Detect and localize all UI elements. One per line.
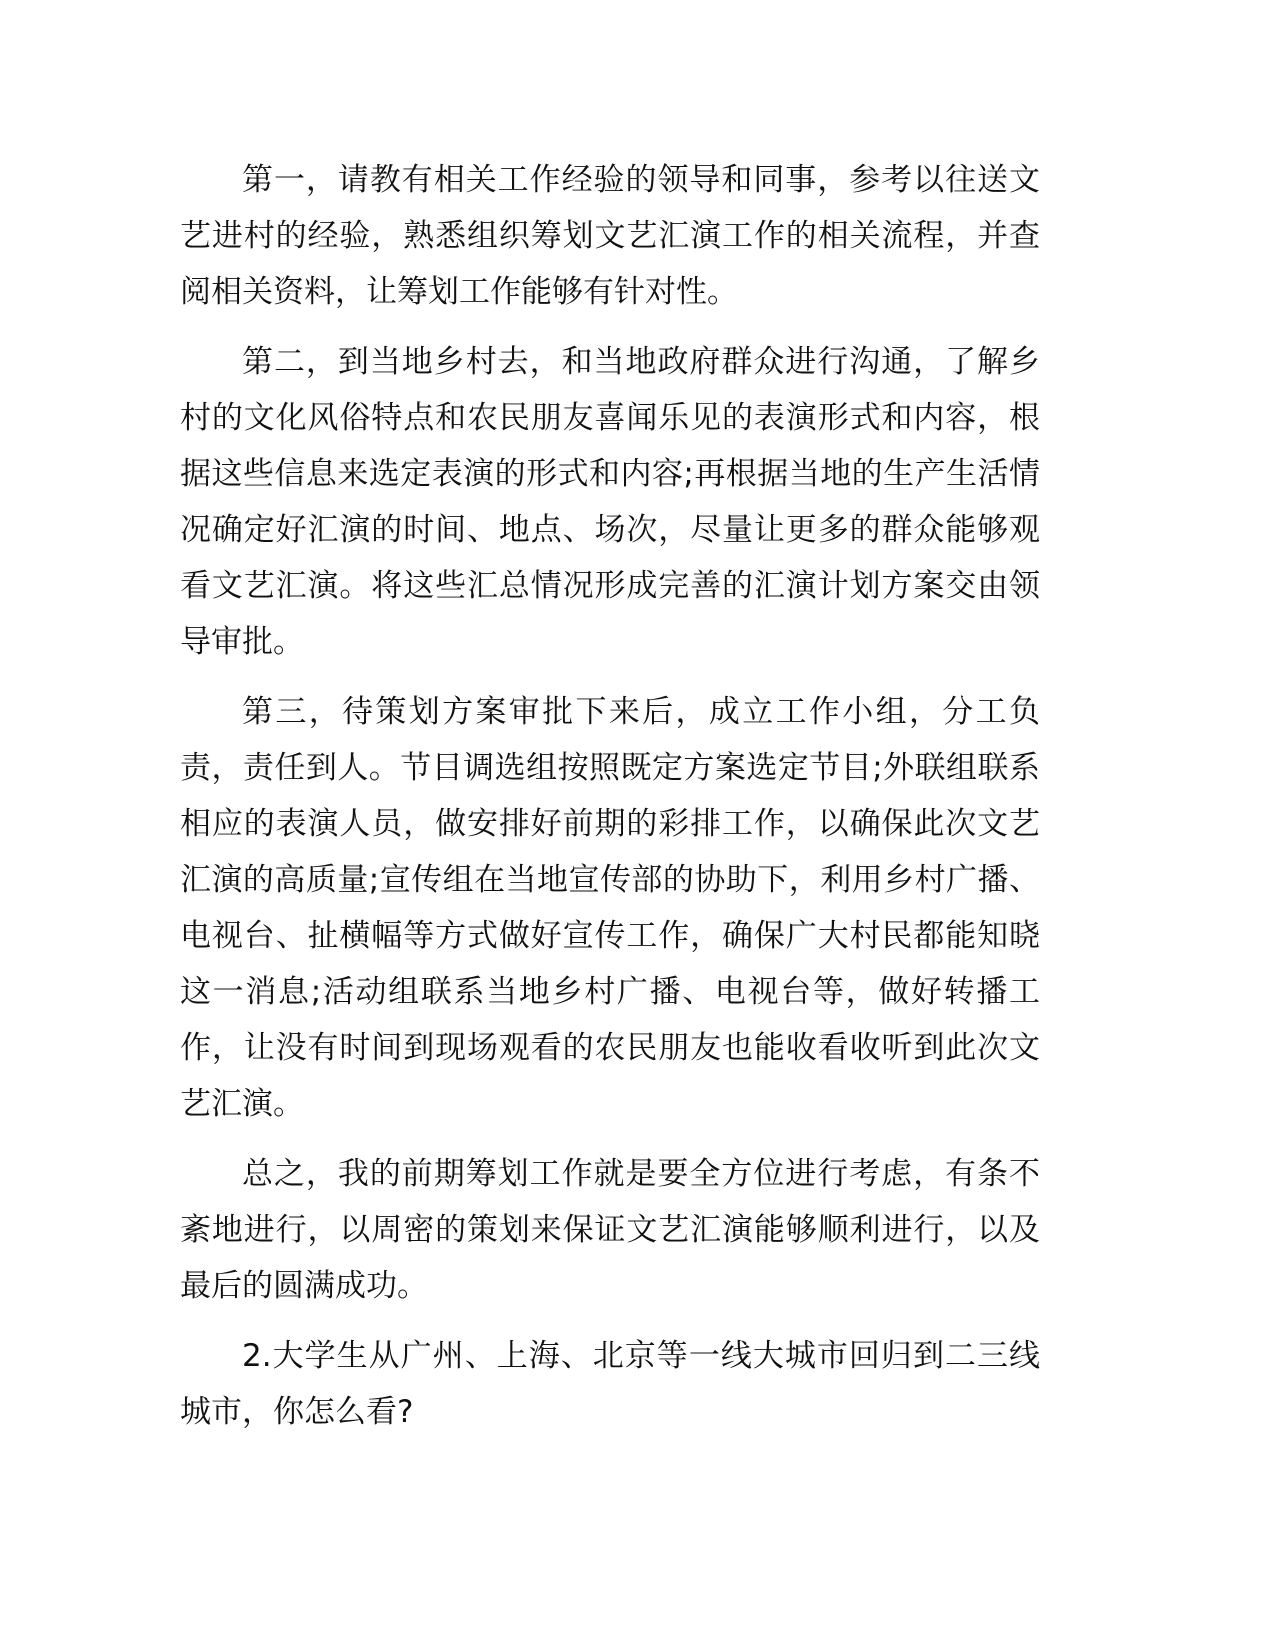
- question-heading: 2.大学生从广州、上海、北京等一线大城市回归到二三线城市，你怎么看?: [180, 1338, 1040, 1430]
- paragraph-summary: 总之，我的前期筹划工作就是要全方位进行考虑，有条不紊地进行，以周密的策划来保证文艺汇演能够顺利进行，以及最后的圆满成功。: [180, 1156, 1040, 1304]
- paragraph-second: 第二，到当地乡村去，和当地政府群众进行沟通，了解乡村的文化风俗特点和农民朋友喜闻乐见的表演形式和内容，根据这些信息来选定表演的形式和内容;再根据当地的生产生活情况确定好汇演的时间、地点、场次，尽量让更多的群众能够观看文艺汇演。将这些汇总情况形成完善的汇演计划方案交由领导审批。: [180, 344, 1040, 660]
- paragraph-third: 第三，待策划方案审批下来后，成立工作小组，分工负责，责任到人。节目调选组按照既定方案选定节目;外联组联系相应的表演人员，做安排好前期的彩排工作，以确保此次文艺汇演的高质量;宣传组在当地宣传部的协助下，利用乡村广播、电视台、扯横幅等方式做好宣传工作，确保广大村民都能知晓这一消息;活动组联系当地乡村广播、电视台等，做好转播工作，让没有时间到现场观看的农民朋友也能收看收听到此次文艺汇演。: [180, 694, 1040, 1122]
- document-body: [180, 152, 1040, 1440]
- paragraph-first: 第一，请教有相关工作经验的领导和同事，参考以往送文艺进村的经验，熟悉组织筹划文艺汇演工作的相关流程，并查阅相关资料，让筹划工作能够有针对性。: [180, 162, 1040, 310]
